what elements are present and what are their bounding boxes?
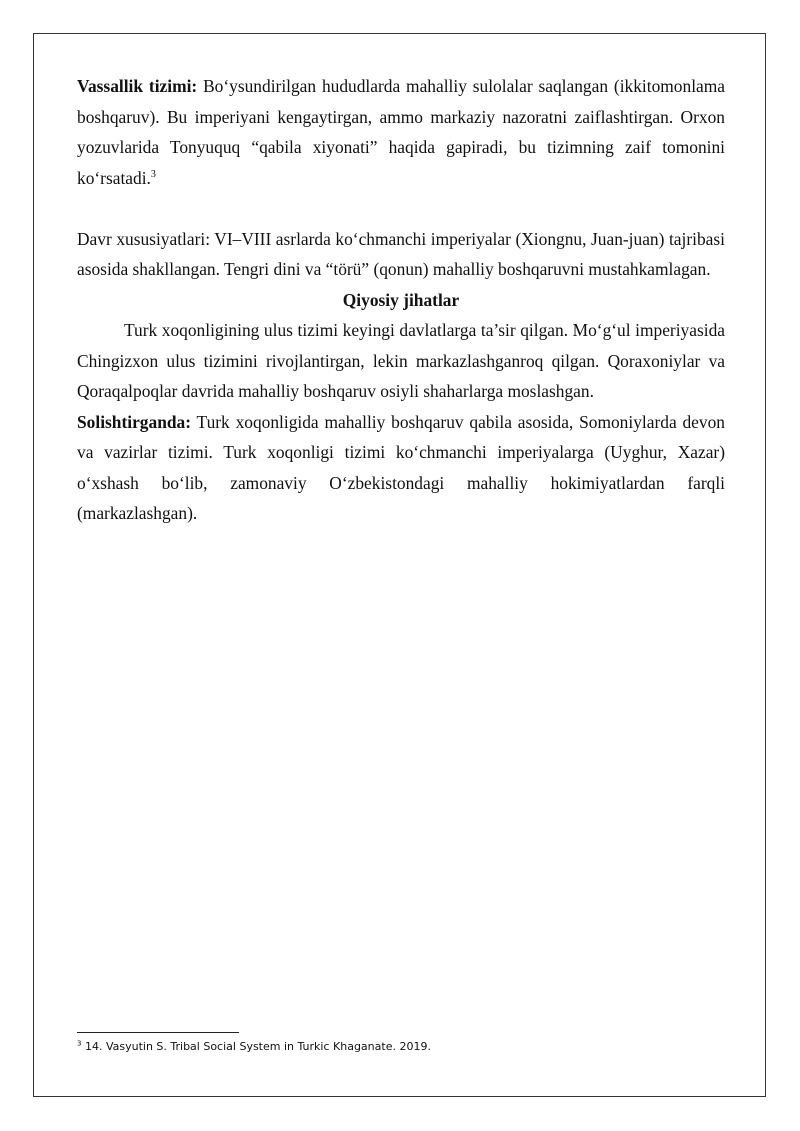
footnote-text: 14. Vasyutin S. Tribal Social System in Turkic Khaganate. 2019.	[81, 1040, 431, 1053]
paragraph-spacer	[77, 193, 725, 224]
paragraph-vassallik	[77, 71, 725, 193]
footnote-reference[interactable]: 3	[150, 168, 156, 180]
paragraph-solishtirganda	[77, 407, 725, 529]
paragraph-text: Bo‘ysundirilgan hududlarda mahalliy sulolalar saqlangan (ikkitomonlama boshqaruv). Bu imperiyani kengaytirgan, ammo markaziy nazoratni zaiflashtirgan. Orxon yozuvlarida Tonyuquq “qabila xiyonati” haqida gapiradi, bu tizimning zaif tomonini ko‘rsatadi.	[77, 76, 725, 188]
footnote-separator	[77, 1032, 239, 1033]
footnote-number: 3	[77, 1039, 82, 1048]
paragraph-ulus-tizimi: Turk xoqonligining ulus tizimi keyingi davlatlarga ta’sir qilgan. Mo‘g‘ul imperiyasida Chingizxon ulus tizimini rivojlantirgan, lekin markazlashganroq qilgan. Qoraxoniylar va Qoraqalpoqlar davrida mahalliy boshqaruv osiyli shaharlarga moslashgan.	[77, 320, 725, 401]
paragraph-davr-xususiyatlari: Davr xususiyatlari: VI–VIII asrlarda ko‘chmanchi imperiyalar (Xiongnu, Juan-juan) tajribasi asosida shakllangan. Tengri dini va “törü” (qonun) mahalliy boshqaruvni mustahkamlagan.	[77, 228, 725, 279]
section-heading: Qiyosiy jihatlar	[342, 289, 460, 310]
document-body	[77, 71, 725, 529]
paragraph-text: Turk xoqonligida mahalliy boshqaruv qabila asosida, Somoniylarda devon va vazirlar tizimi. Turk xoqonligi tizimi ko‘chmanchi imperiyalarga (Uyghur, Xazar) o‘xshash bo‘lib, zamonaviy O‘zbekistondagi mahalliy hokimiyatlardan farqli (markazlashgan).	[77, 411, 725, 523]
paragraph-lead-bold: Vassallik tizimi:	[77, 76, 198, 96]
footnote	[77, 1040, 725, 1054]
paragraph-lead-bold: Solishtirganda:	[77, 411, 192, 432]
